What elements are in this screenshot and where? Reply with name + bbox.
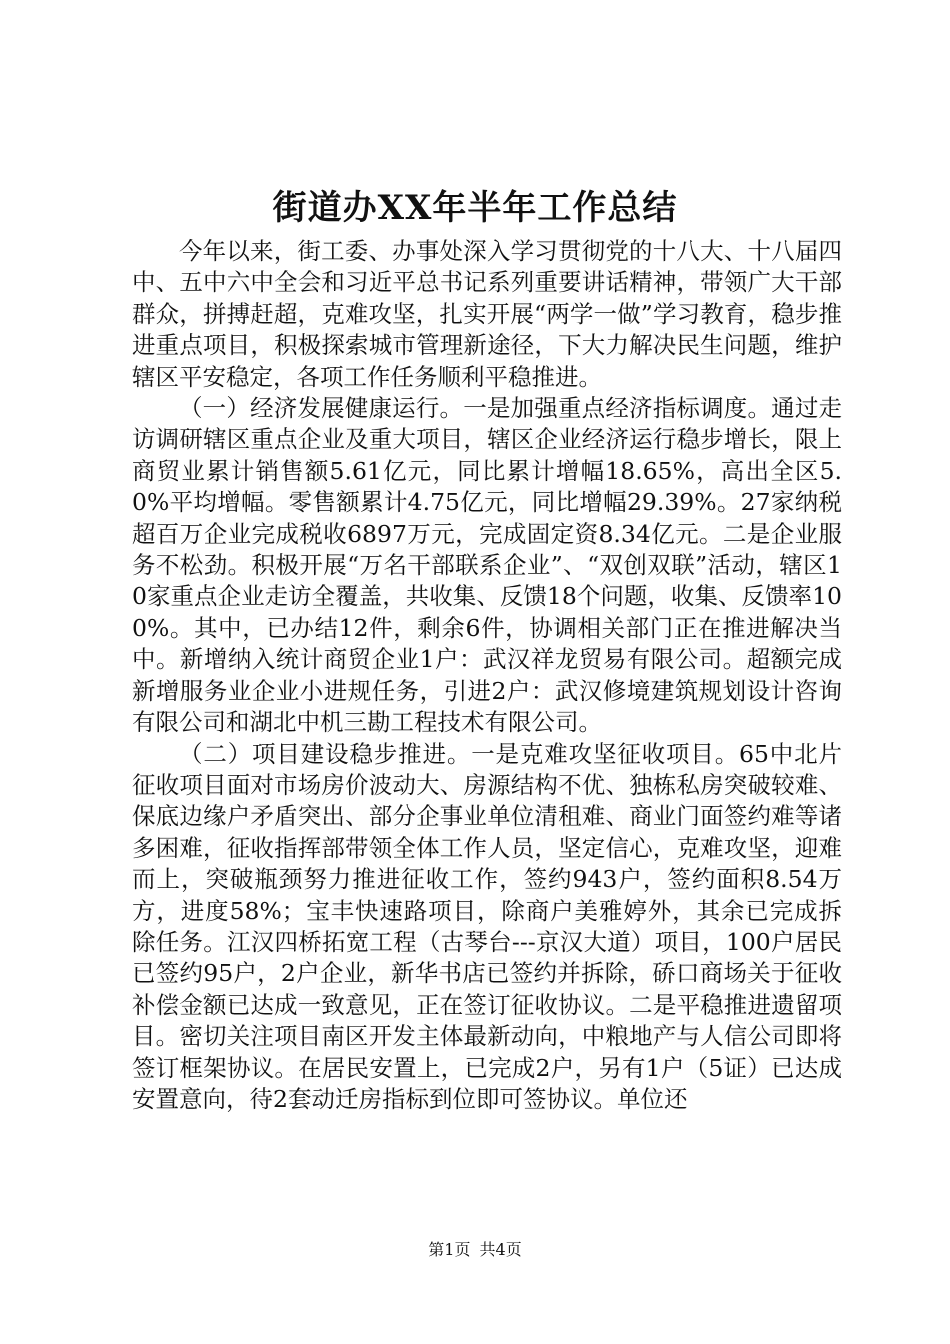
page-total: 共4页: [479, 1240, 522, 1259]
paragraph-projects: （二）项目建设稳步推进。一是克难攻坚征收项目。65中北片征收项目面对市场房价波动大、房源结构不优、独栋私房突破较难、保底边缘户矛盾突出、部分企事业单位清租难、商业门面签约难等诸多困难，征收指挥部带领全体工作人员，坚定信心，克难攻坚，迎难而上，突破瓶颈努力推进征收工作，签约943户，签约面积8.54万方，进度58%；宝丰快速路项目，除商户美雅婷外，其余已完成拆除任务。江汉四桥拓宽工程（古琴台---京汉大道）项目，100户居民已签约95户，2户企业，新华书店已签约并拆除，硚口商场关于征收补偿金额已达成一致意见，正在签订征收协议。二是平稳推进遗留项目。密切关注项目南区开发主体最新动向，中粮地产与人信公司即将签订框架协议。在居民安置上，已完成2户，另有1户（5证）已达成安置意向，待2套动迁房指标到位即可签协议。单位还: [132, 739, 842, 1113]
document-body: [132, 236, 842, 1115]
page-number: 第1页: [428, 1240, 471, 1259]
document-title: 街道办XX年半年工作总结: [272, 188, 678, 228]
paragraph-economy: （一）经济发展健康运行。一是加强重点经济指标调度。通过走访调研辖区重点企业及重大项目，辖区企业经济运行稳步增长，限上商贸业累计销售额5.61亿元，同比累计增幅18.65%，高出全区5.0%平均增幅。零售额累计4.75亿元，同比增幅29.39%。27家纳税超百万企业完成税收6897万元，完成固定资8.34亿元。二是企业服务不松劲。积极开展“万名干部联系企业”、“双创双联”活动，辖区10家重点企业走访全覆盖，共收集、反馈18个问题，收集、反馈率100%。其中，已办结12件，剩余6件，协调相关部门正在推进解决当中。新增纳入统计商贸企业1户：武汉祥龙贸易有限公司。超额完成新增服务业企业小进规任务，引进2户：武汉修境建筑规划设计咨询有限公司和湖北中机三勘工程技术有限公司。: [132, 394, 842, 737]
paragraph-intro: 今年以来，街工委、办事处深入学习贯彻党的十八大、十八届四中、五中六中全会和习近平总书记系列重要讲话精神，带领广大干部群众，拼搏赶超，克难攻坚，扎实开展“两学一做”学习教育，稳步推进重点项目，积极探索城市管理新途径，下大力解决民生问题，维护辖区平安稳定，各项工作任务顺利平稳推进。: [132, 237, 842, 391]
page-footer: [0, 1238, 950, 1262]
